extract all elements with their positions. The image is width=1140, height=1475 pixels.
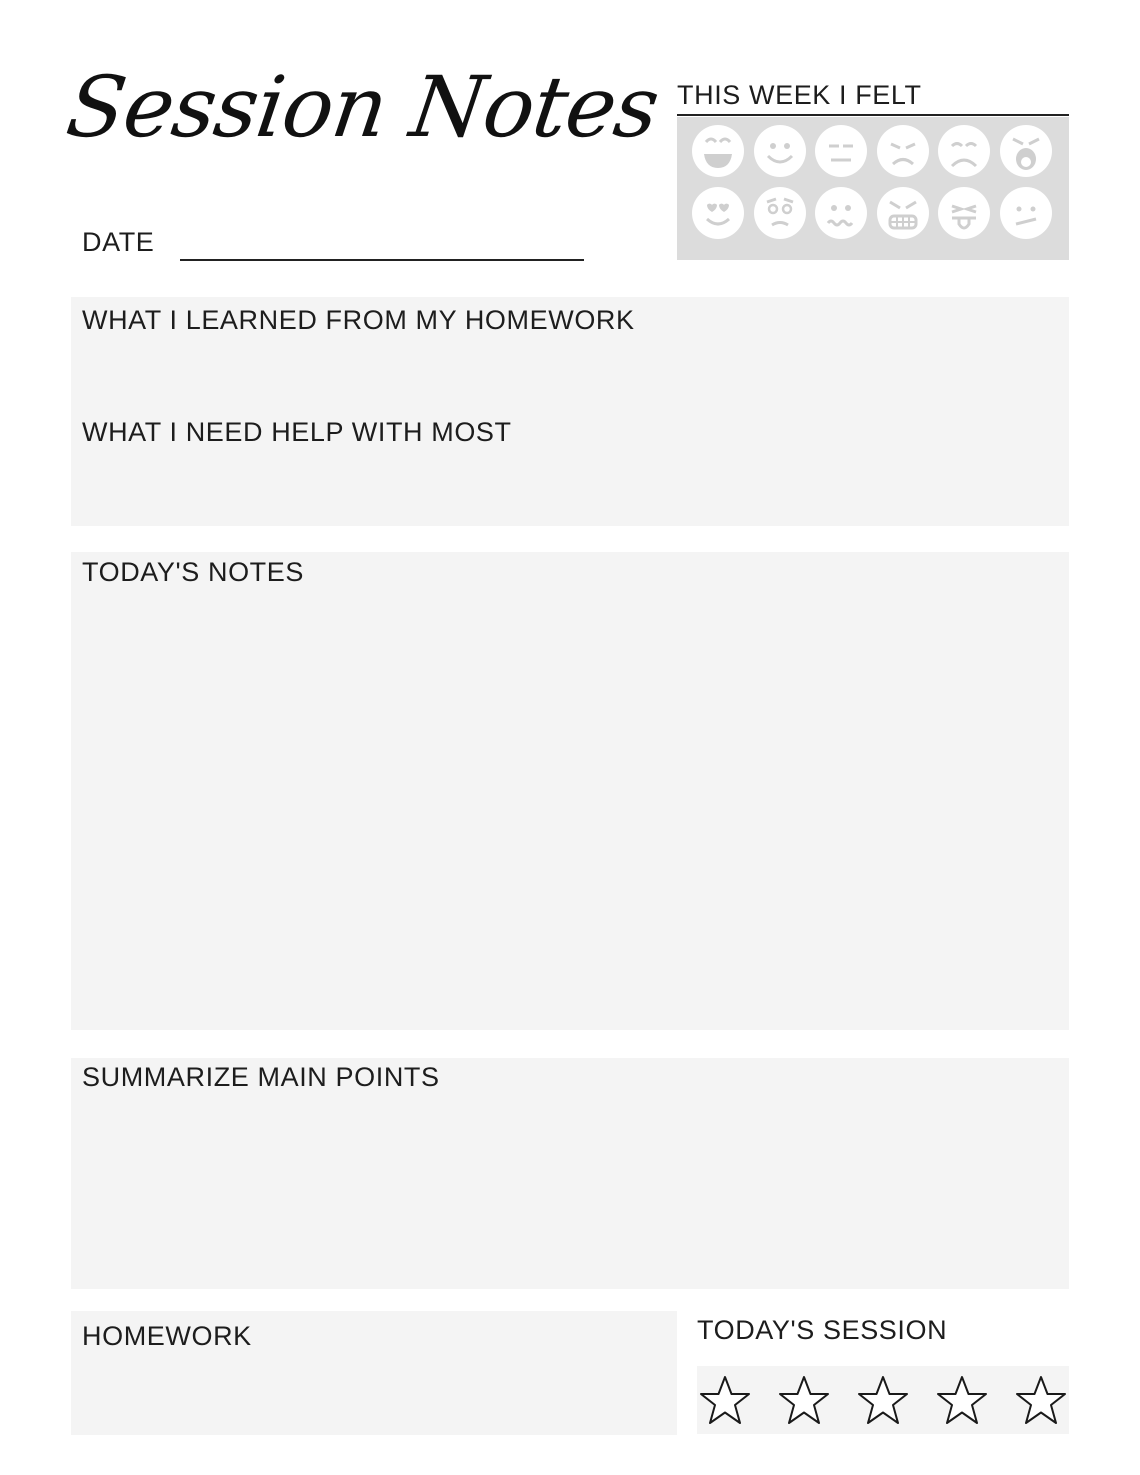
wavy-mouth-face-icon[interactable] xyxy=(814,186,868,240)
star-icon[interactable] xyxy=(1013,1374,1069,1428)
sad-face-icon[interactable] xyxy=(876,124,930,178)
todays-notes-label: TODAY'S NOTES xyxy=(82,557,304,587)
mood-label: THIS WEEK I FELT xyxy=(677,80,922,110)
heart-eyes-face-icon[interactable] xyxy=(691,186,745,240)
summarize-label: SUMMARIZE MAIN POINTS xyxy=(82,1062,440,1092)
homework-label: HOMEWORK xyxy=(82,1321,252,1351)
worried-face-icon[interactable] xyxy=(753,186,807,240)
angry-face-icon[interactable] xyxy=(876,186,930,240)
todays-notes-panel[interactable] xyxy=(71,552,1069,1030)
star-icon[interactable] xyxy=(776,1374,832,1428)
skeptical-face-icon[interactable] xyxy=(999,186,1053,240)
smiling-face-icon[interactable] xyxy=(753,124,807,178)
frowning-face-icon[interactable] xyxy=(937,124,991,178)
star-icon[interactable] xyxy=(855,1374,911,1428)
mood-grid xyxy=(677,117,1069,260)
page-title: Session Notes xyxy=(61,58,665,156)
star-rating xyxy=(697,1366,1069,1434)
homework-learned-label: WHAT I LEARNED FROM MY HOMEWORK xyxy=(82,305,635,335)
session-rating-label: TODAY'S SESSION xyxy=(697,1315,948,1345)
neutral-face-icon[interactable] xyxy=(814,124,868,178)
shouting-face-icon[interactable] xyxy=(999,124,1053,178)
date-label: DATE xyxy=(82,227,155,257)
help-needed-label: WHAT I NEED HELP WITH MOST xyxy=(82,417,512,447)
grinning-face-icon[interactable] xyxy=(691,124,745,178)
tongue-out-face-icon[interactable] xyxy=(937,186,991,240)
star-icon[interactable] xyxy=(934,1374,990,1428)
date-field[interactable] xyxy=(180,259,584,261)
mood-underline xyxy=(677,114,1069,116)
star-icon[interactable] xyxy=(697,1374,753,1428)
